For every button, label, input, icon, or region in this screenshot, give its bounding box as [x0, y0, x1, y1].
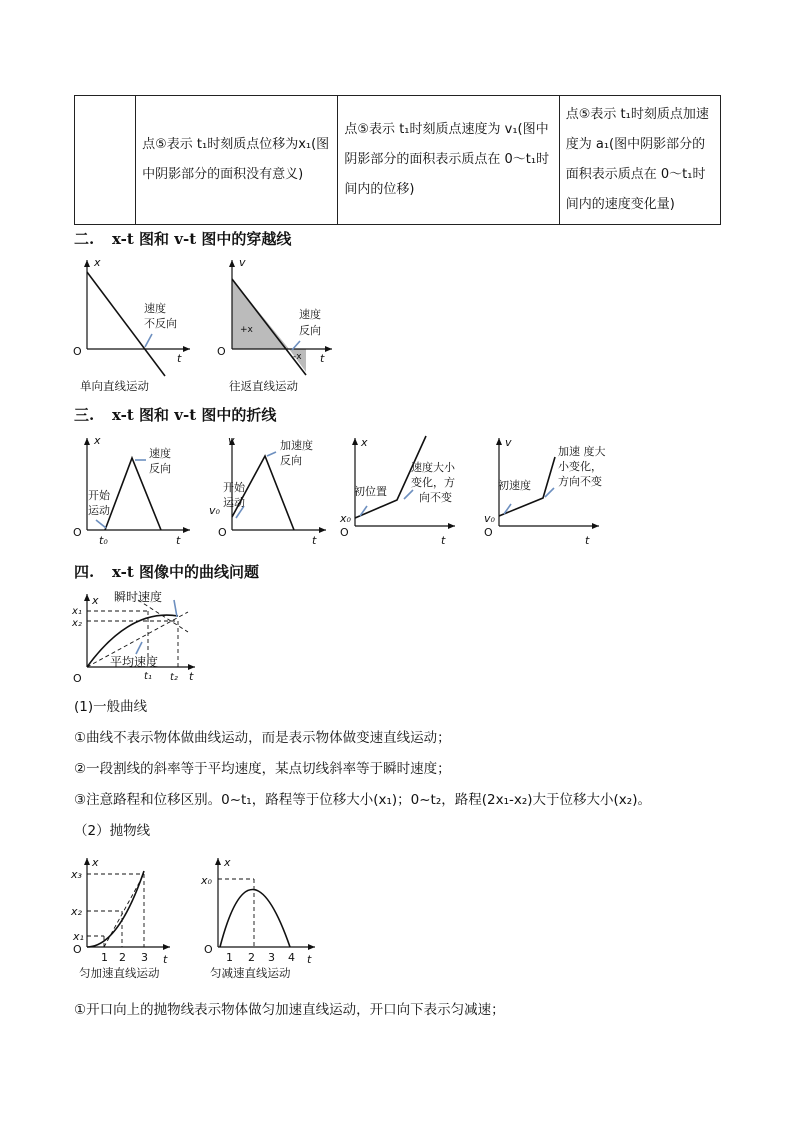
axis-label-x: t — [585, 534, 590, 547]
figure-caption: 匀加速直线运动 — [79, 966, 160, 980]
tick-label: 3 — [141, 951, 148, 964]
area-label-negative: -x — [293, 352, 302, 362]
note-line1: 速度大小 — [411, 461, 455, 474]
section-title: x-t 图像中的曲线问题 — [112, 563, 260, 581]
figure-reciprocating — [214, 254, 344, 394]
note-line1: 速度 — [149, 447, 171, 460]
note-line3: 方向不变 — [558, 475, 602, 488]
paragraph-parabola: （2）抛物线 — [74, 823, 151, 839]
area-label-positive: +x — [240, 325, 253, 335]
parabola-down — [220, 890, 290, 948]
note-line2: 反向 — [280, 454, 302, 467]
note-line1: 速度 — [144, 302, 166, 315]
origin-label: O — [73, 943, 82, 956]
figure-vt-fold — [204, 432, 334, 552]
tick-label: 4 — [288, 951, 295, 964]
v-axis-arrowhead — [496, 438, 502, 445]
figure-caption: 匀减速直线运动 — [210, 966, 291, 980]
paragraph-parabola-point-1: ①开口向上的抛物线表示物体做匀加速直线运动，开口向下表示匀减速； — [74, 1002, 505, 1018]
origin-label: O — [484, 526, 493, 539]
origin-label: O — [340, 526, 349, 539]
figure-uniform-acceleration — [70, 852, 200, 987]
figure-vt-kink — [481, 432, 621, 552]
paragraph-point-1: ①曲线不表示物体做曲线运动，而是表示物体做变速直线运动； — [74, 730, 451, 746]
figure-unidirectional — [70, 254, 200, 394]
tick-label: 1 — [226, 951, 233, 964]
start-line1: 开始 — [88, 489, 110, 502]
instant-velocity-label: 瞬时速度 — [114, 590, 163, 604]
callout-arrow-instant — [174, 600, 177, 617]
axis-label-y: x — [92, 856, 99, 869]
x-axis-arrowhead — [84, 438, 90, 445]
start-line2: 运动 — [223, 496, 245, 509]
origin-label: O — [73, 345, 82, 358]
initial-velocity-label: 初速度 — [498, 479, 531, 492]
note-line1: 加速 度大 — [558, 445, 606, 458]
t-axis-arrowhead — [183, 527, 190, 533]
axis-label-y: x — [92, 594, 99, 607]
table-cell-at: 点⑤表示 t₁时刻质点加速度为 a₁(图中阴影部分的面积表示质点在 0～t₁时间内的速度变化量) — [559, 96, 720, 225]
note-line1: 速度 — [299, 308, 321, 321]
axis-label-x: t — [176, 534, 181, 547]
axis-label-y: v — [505, 436, 512, 449]
note-line2: 反向 — [299, 324, 321, 337]
figure-xt-fold — [70, 432, 200, 552]
start-line1: 开始 — [223, 481, 245, 494]
origin-label: O — [73, 672, 82, 685]
origin-label: O — [217, 345, 226, 358]
t-axis-arrowhead — [592, 523, 599, 529]
axis-label-x: t — [163, 953, 168, 966]
axis-label-y: x — [94, 434, 101, 447]
v-axis-arrowhead — [229, 260, 235, 267]
axis-label-y: v — [228, 434, 235, 447]
note-line3: 向不变 — [419, 491, 452, 504]
tick-label-t0: t₀ — [99, 534, 108, 547]
x-axis-arrowhead — [84, 260, 90, 267]
axis-label-x: t — [189, 670, 194, 683]
x0-label: x₀ — [201, 874, 212, 887]
tick-label: 2 — [119, 951, 126, 964]
t-axis-arrowhead — [163, 944, 170, 950]
comparison-table — [74, 95, 721, 225]
x1-label: x₁ — [73, 930, 84, 943]
tick-label: 1 — [101, 951, 108, 964]
axis-label-x: t — [441, 534, 446, 547]
section-number: 三. — [74, 406, 95, 424]
t-axis-arrowhead — [448, 523, 455, 529]
section-heading-2 — [74, 228, 291, 249]
average-velocity-label: 平均速度 — [110, 655, 159, 669]
origin-label: O — [73, 526, 82, 539]
figure-caption: 单向直线运动 — [80, 379, 149, 393]
section-title: x-t 图和 v-t 图中的折线 — [112, 406, 277, 424]
start-line2: 运动 — [88, 504, 110, 517]
callout-arrow-start — [96, 520, 106, 528]
x2-label: x₂ — [72, 618, 82, 629]
t-axis-arrowhead — [319, 527, 326, 533]
note-line1: 加速度 — [280, 439, 313, 452]
paragraph-point-3: ③注意路程和位移区别。0~t₁，路程等于位移大小(x₁)；0~t₂，路程(2x₁-x₂)大于位移大小(x₂)。 — [74, 792, 651, 808]
axis-label-y: x — [224, 856, 231, 869]
figure-caption: 往返直线运动 — [229, 379, 298, 393]
axis-label-x: t — [312, 534, 317, 547]
paragraph-point-2: ②一段割线的斜率等于平均速度，某点切线斜率等于瞬时速度； — [74, 761, 451, 777]
note-line2: 变化，方 — [411, 476, 455, 489]
section-heading-3 — [74, 404, 276, 425]
x-axis-arrowhead — [215, 858, 221, 865]
table-row — [75, 96, 721, 225]
t-axis-arrowhead — [183, 346, 190, 352]
tick-label: 2 — [248, 951, 255, 964]
axis-label-x: t — [320, 352, 325, 365]
t1-label: t₁ — [144, 671, 152, 682]
paragraph-general-curve: (1)一般曲线 — [74, 699, 148, 715]
section-title: x-t 图和 v-t 图中的穿越线 — [112, 230, 292, 248]
x-axis-arrowhead — [84, 858, 90, 865]
initial-position-label: 初位置 — [354, 485, 387, 498]
axis-label-y: v — [239, 256, 246, 269]
x1-label: x₁ — [72, 606, 82, 617]
callout-arrow-change — [404, 490, 413, 499]
x-axis-arrowhead — [84, 594, 90, 601]
v0-label: v₀ — [484, 512, 495, 525]
callout-arrow — [145, 334, 152, 347]
callout-arrow-average — [136, 642, 142, 654]
t-axis-arrowhead — [308, 944, 315, 950]
x0-label: x₀ — [340, 512, 351, 525]
note-line2: 反向 — [149, 462, 171, 475]
figure-curve-velocity — [70, 588, 210, 688]
origin-label: O — [218, 526, 227, 539]
table-cell-vt: 点⑤表示 t₁时刻质点速度为 v₁(图中阴影部分的面积表示质点在 0～t₁时间内的位移) — [338, 96, 559, 225]
section-heading-4 — [74, 561, 259, 582]
section-number: 二. — [74, 230, 95, 248]
tick-label: 3 — [268, 951, 275, 964]
origin-label: O — [204, 943, 213, 956]
figure-xt-kink — [337, 432, 467, 552]
axis-label-x: t — [307, 953, 312, 966]
x2-label: x₂ — [71, 905, 82, 918]
figure-uniform-deceleration — [200, 852, 330, 987]
callout-arrow-reverse — [267, 452, 276, 456]
note-line2: 不反向 — [144, 317, 177, 330]
v0-label: v₀ — [209, 504, 220, 517]
t-axis-arrowhead — [325, 346, 332, 352]
axis-label-x: t — [177, 352, 182, 365]
axis-label-y: x — [361, 436, 368, 449]
x3-label: x₃ — [71, 868, 82, 881]
axis-label-y: x — [94, 256, 101, 269]
note-line2: 小变化， — [558, 460, 602, 473]
t2-label: t₂ — [170, 672, 178, 683]
table-cell-blank — [75, 96, 136, 225]
table-cell-xt: 点⑤表示 t₁时刻质点位移为x₁(图中阴影部分的面积没有意义) — [136, 96, 338, 225]
x-axis-arrowhead — [352, 438, 358, 445]
section-number: 四. — [74, 563, 95, 581]
